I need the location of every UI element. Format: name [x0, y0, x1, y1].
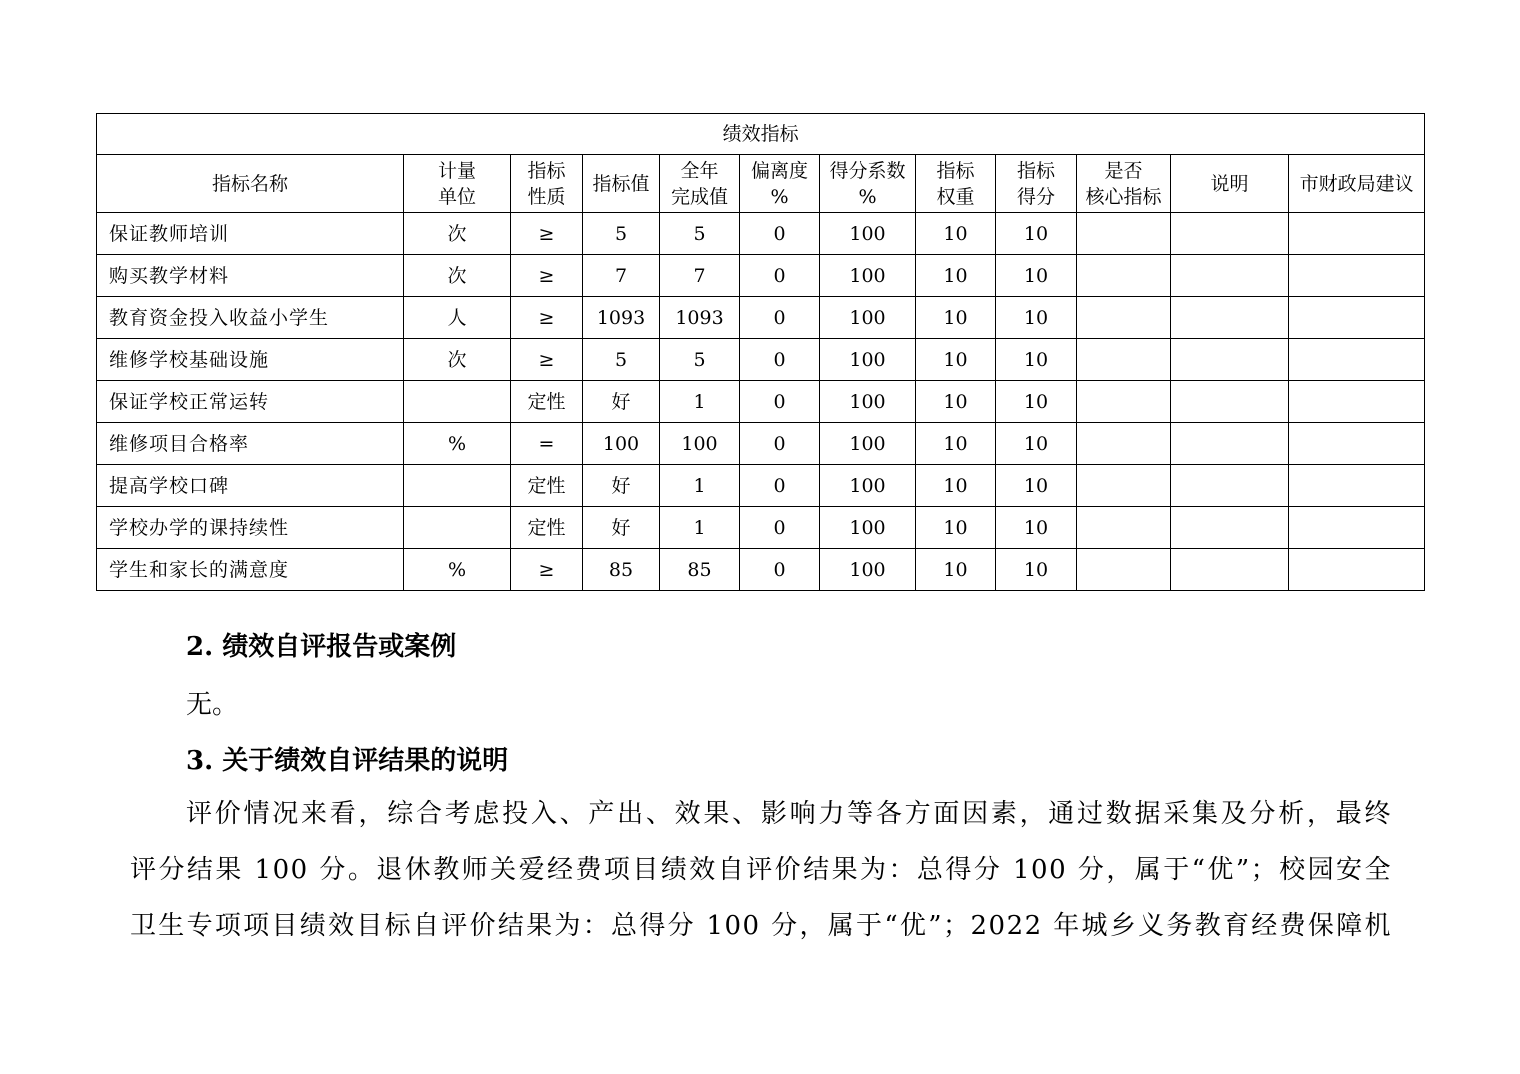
column-header: [97, 155, 404, 213]
paragraph-line: 评价情况来看，综合考虑投入、产出、效果、影响力等各方面因素，通过数据采集及分析，最终: [186, 799, 1392, 829]
table-cell: 100: [820, 297, 916, 339]
paragraph-line: 评分结果 100 分。退休教师关爱经费项目绩效自评价结果为：总得分 100 分，属于“优”；校园安全: [130, 855, 1392, 885]
table-cell: 0: [740, 339, 820, 381]
column-header: [916, 155, 996, 213]
column-header-line: %: [770, 185, 789, 208]
column-header: [660, 155, 740, 213]
column-header: [583, 155, 660, 213]
table-cell: 0: [740, 213, 820, 255]
table-row: [97, 507, 1425, 549]
column-header-line: %: [858, 185, 877, 208]
table-cell: [1171, 465, 1289, 507]
table-cell: [1077, 255, 1171, 297]
table-cell: 0: [740, 255, 820, 297]
column-header-line: 指标: [936, 159, 975, 182]
table-cell: 10: [916, 213, 996, 255]
table-row: [97, 381, 1425, 423]
table-cell: 好: [583, 465, 660, 507]
table-cell: [1289, 255, 1425, 297]
table-cell: [1171, 549, 1289, 591]
column-header: [996, 155, 1077, 213]
table-cell: [1077, 423, 1171, 465]
table-cell: ≥: [511, 339, 583, 381]
table-cell: 5: [583, 213, 660, 255]
column-header-line: 完成值: [670, 185, 728, 208]
table-cell: 10: [916, 255, 996, 297]
table-cell: 10: [916, 297, 996, 339]
table-cell: [404, 465, 511, 507]
section-3-paragraph: [130, 786, 1392, 954]
table-cell: 人: [404, 297, 511, 339]
indicator-name-cell: 维修项目合格率: [97, 423, 404, 465]
table-cell: [1077, 339, 1171, 381]
column-header-line: 性质: [527, 185, 566, 208]
table-cell: 10: [916, 423, 996, 465]
table-row: [97, 297, 1425, 339]
table-cell: 10: [996, 339, 1077, 381]
table-cell: [1077, 507, 1171, 549]
table-cell: [404, 381, 511, 423]
column-header: [820, 155, 916, 213]
column-header-line: 指标: [527, 159, 566, 182]
table-cell: 1: [660, 381, 740, 423]
column-header-line: 市财政局建议: [1299, 172, 1414, 195]
table-cell: [1171, 297, 1289, 339]
table-cell: %: [404, 549, 511, 591]
table-cell: 10: [996, 381, 1077, 423]
indicator-name-cell: 维修学校基础设施: [97, 339, 404, 381]
table-cell: 0: [740, 297, 820, 339]
column-header-line: 全年: [680, 159, 719, 182]
table-cell: 100: [820, 381, 916, 423]
column-header: [404, 155, 511, 213]
table-cell: [1171, 423, 1289, 465]
table-cell: 5: [660, 213, 740, 255]
column-header-line: 计量: [437, 159, 476, 182]
table-cell: [1171, 381, 1289, 423]
table-cell: 100: [820, 549, 916, 591]
table-cell: [1077, 297, 1171, 339]
table-cell: [1289, 423, 1425, 465]
table-cell: 0: [740, 549, 820, 591]
table-cell: 定性: [511, 381, 583, 423]
table-cell: 85: [660, 549, 740, 591]
table-cell: 0: [740, 507, 820, 549]
column-header-line: 指标名称: [211, 172, 288, 195]
performance-indicator-table: [96, 113, 1425, 591]
table-cell: ≥: [511, 549, 583, 591]
table-cell: 10: [916, 381, 996, 423]
table-cell: ≥: [511, 213, 583, 255]
table-cell: 定性: [511, 465, 583, 507]
table-cell: 1: [660, 507, 740, 549]
table-caption: 绩效指标: [97, 114, 1425, 155]
table-cell: =: [511, 423, 583, 465]
table-body: [97, 213, 1425, 591]
column-header-line: 是否: [1104, 159, 1143, 182]
table-cell: 10: [996, 213, 1077, 255]
table-cell: 5: [660, 339, 740, 381]
column-header: [511, 155, 583, 213]
column-header: [1171, 155, 1289, 213]
column-header-line: 权重: [936, 185, 975, 208]
indicator-name-cell: 提高学校口碑: [97, 465, 404, 507]
indicator-name-cell: 学校办学的课持续性: [97, 507, 404, 549]
column-header: [740, 155, 820, 213]
table-row: [97, 465, 1425, 507]
table-row: [97, 213, 1425, 255]
table-cell: 0: [740, 381, 820, 423]
table-cell: [1077, 213, 1171, 255]
table-cell: [1077, 381, 1171, 423]
table-cell: [1289, 465, 1425, 507]
table-cell: %: [404, 423, 511, 465]
table-cell: [1289, 549, 1425, 591]
table-cell: 10: [916, 465, 996, 507]
table-cell: 次: [404, 213, 511, 255]
column-header-line: 偏离度: [750, 159, 808, 182]
table-cell: 7: [583, 255, 660, 297]
table-cell: [1289, 213, 1425, 255]
table-cell: [404, 507, 511, 549]
section-2-body: 无。: [186, 690, 239, 720]
table-cell: 85: [583, 549, 660, 591]
table-cell: 0: [740, 423, 820, 465]
table-cell: 100: [820, 423, 916, 465]
table-cell: 次: [404, 255, 511, 297]
table-cell: 10: [996, 465, 1077, 507]
indicator-name-cell: 保证学校正常运转: [97, 381, 404, 423]
table-cell: 10: [996, 549, 1077, 591]
table-cell: 100: [583, 423, 660, 465]
column-header-line: 单位: [437, 185, 476, 208]
table-cell: 7: [660, 255, 740, 297]
table-cell: 10: [996, 423, 1077, 465]
table-row: [97, 549, 1425, 591]
table-cell: [1171, 507, 1289, 549]
table-cell: 定性: [511, 507, 583, 549]
table-cell: [1171, 213, 1289, 255]
table-cell: 10: [916, 549, 996, 591]
table-cell: 5: [583, 339, 660, 381]
table-cell: [1077, 465, 1171, 507]
table-cell: 100: [820, 507, 916, 549]
column-header-line: 核心指标: [1085, 185, 1162, 208]
column-header-line: 指标值: [592, 172, 650, 195]
table-cell: ≥: [511, 297, 583, 339]
column-header: [1289, 155, 1425, 213]
table-row: [97, 339, 1425, 381]
indicator-name-cell: 学生和家长的满意度: [97, 549, 404, 591]
column-header: [1077, 155, 1171, 213]
paragraph-line: 卫生专项项目绩效目标自评价结果为：总得分 100 分，属于“优”；2022 年城乡义务教育经费保障机: [130, 911, 1392, 941]
table-cell: [1289, 381, 1425, 423]
table-cell: 1093: [660, 297, 740, 339]
column-header-line: 说明: [1210, 172, 1249, 195]
indicator-name-cell: 保证教师培训: [97, 213, 404, 255]
table-cell: 10: [996, 507, 1077, 549]
table-cell: 次: [404, 339, 511, 381]
table-cell: 10: [996, 255, 1077, 297]
table-cell: [1289, 297, 1425, 339]
table-cell: 100: [820, 465, 916, 507]
table-cell: 100: [820, 255, 916, 297]
table-row: [97, 423, 1425, 465]
table-cell: [1289, 339, 1425, 381]
table-cell: [1171, 339, 1289, 381]
table-caption-row: [97, 114, 1425, 155]
table-cell: 1: [660, 465, 740, 507]
column-header-line: 得分: [1016, 185, 1055, 208]
table-cell: 10: [996, 297, 1077, 339]
table-header-row: [97, 155, 1425, 213]
table-cell: 好: [583, 507, 660, 549]
table-cell: 100: [820, 339, 916, 381]
table-cell: 好: [583, 381, 660, 423]
table-cell: [1171, 255, 1289, 297]
indicator-name-cell: 购买教学材料: [97, 255, 404, 297]
indicator-name-cell: 教育资金投入收益小学生: [97, 297, 404, 339]
table-cell: [1077, 549, 1171, 591]
table-cell: ≥: [511, 255, 583, 297]
column-header-line: 得分系数: [829, 159, 906, 182]
table-cell: 100: [820, 213, 916, 255]
column-header-line: 指标: [1016, 159, 1055, 182]
section-2-heading: 2. 绩效自评报告或案例: [186, 632, 457, 662]
section-3-heading: 3. 关于绩效自评结果的说明: [186, 746, 509, 776]
table-cell: 0: [740, 465, 820, 507]
table-cell: 10: [916, 507, 996, 549]
table-cell: 100: [660, 423, 740, 465]
table-row: [97, 255, 1425, 297]
table-cell: 10: [916, 339, 996, 381]
table-cell: 1093: [583, 297, 660, 339]
table-cell: [1289, 507, 1425, 549]
